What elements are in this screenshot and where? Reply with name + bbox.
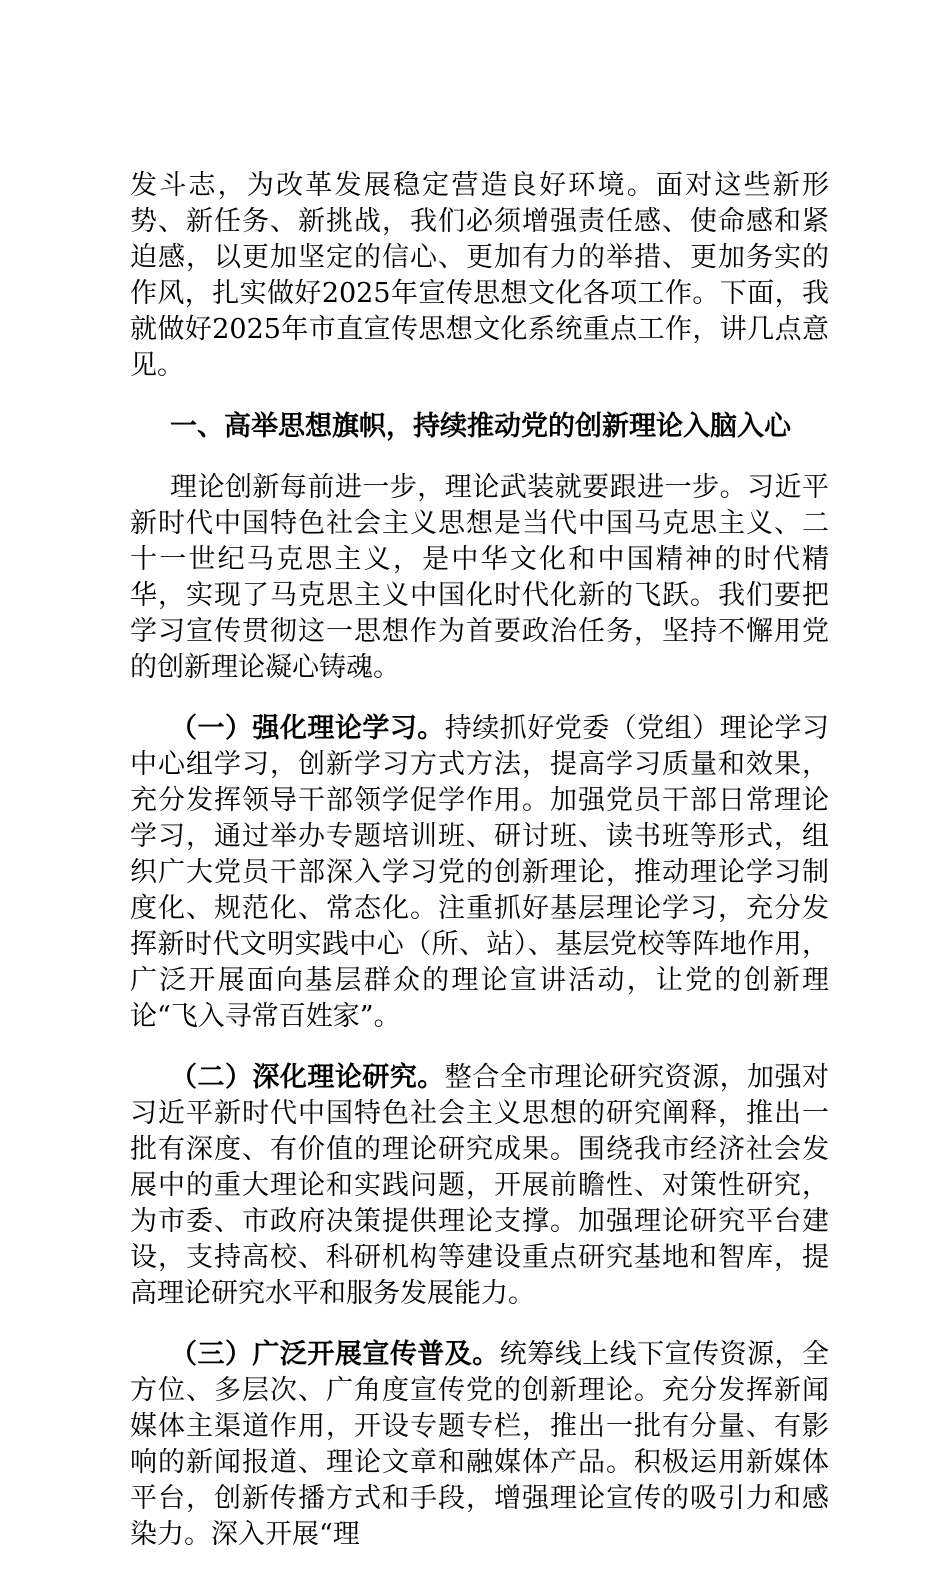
item-1-title: （一）强化理论学习。 [170, 713, 445, 744]
section-heading-1: 一、高举思想旗帜，持续推动党的创新理论入脑入心 [170, 411, 791, 442]
item-3-text: 统筹线上线下宣传资源，全方位、多层次、广角度宣传党的创新理论。充分发挥新闻媒体主渠道作用，开设专题专栏，推出一批有分量、有影响的新闻报道、理论文章和融媒体产品。积极运用新媒体平台，创新传播方式和手段，增强理论宣传的吸引力和感染力。深入开展“理 [130, 1339, 830, 1550]
paragraph-intro: 发斗志，为改革发展稳定营造良好环境。面对这些新形势、新任务、新挑战，我们必须增强责任感、使命感和紧迫感，以更加坚定的信心、更加有力的举措、更加务实的作风，扎实做好2025年宣传思想文化各项工作。下面，我就做好2025年市直宣传思想文化系统重点工作，讲几点意见。 [130, 170, 829, 381]
item-1-paragraph [130, 711, 829, 1035]
item-2-paragraph [130, 1060, 829, 1312]
item-1-text: 持续抓好党委（党组）理论学习中心组学习，创新学习方式方法，提高学习质量和效果，充分发挥领导干部领学促学作用。加强党员干部日常理论学习，通过举办专题培训班、研讨班、读书班等形式，组织广大党员干部深入学习党的创新理论，推动理论学习制度化、规范化、常态化。注重抓好基层理论学习，充分发挥新时代文明实践中心（所、站）、基层党校等阵地作用，广泛开展面向基层群众的理论宣讲活动，让党的创新理论“飞入寻常百姓家”。 [130, 713, 830, 1032]
paragraph-theory: 理论创新每前进一步，理论武装就要跟进一步。习近平新时代中国特色社会主义思想是当代中国马克思主义、二十一世纪马克思主义，是中华文化和中国精神的时代精华，实现了马克思主义中国化时代化新的飞跃。我们要把学习宣传贯彻这一思想作为首要政治任务，坚持不懈用党的创新理论凝心铸魂。 [130, 472, 829, 683]
item-2-text: 整合全市理论研究资源，加强对习近平新时代中国特色社会主义思想的研究阐释，推出一批有深度、有价值的理论研究成果。围绕我市经济社会发展中的重大理论和实践问题，开展前瞻性、对策性研究，为市委、市政府决策提供理论支撑。加强理论研究平台建设，支持高校、科研机构等建设重点研究基地和智库，提高理论研究水平和服务发展能力。 [130, 1062, 830, 1309]
document-body [130, 168, 829, 1578]
item-2-title: （二）深化理论研究。 [170, 1062, 445, 1093]
item-3-title: （三）广泛开展宣传普及。 [170, 1339, 500, 1370]
item-3-paragraph [130, 1337, 829, 1553]
